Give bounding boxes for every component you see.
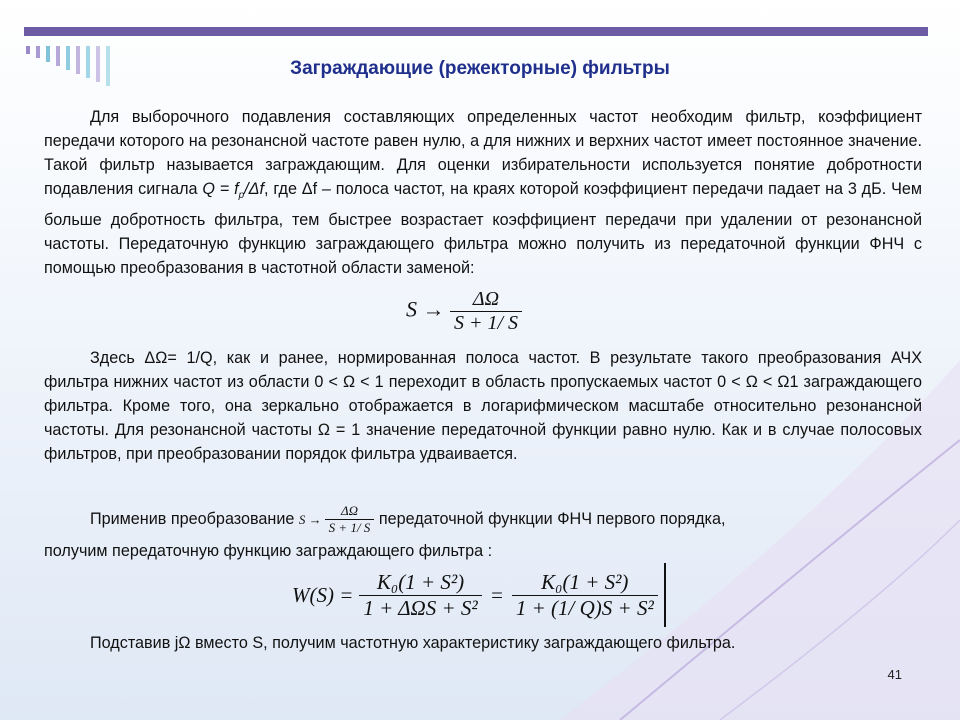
slide-title: Заграждающие (режекторные) фильтры (290, 58, 670, 79)
formula-transfer-function: W(S) = $\frac{\text{K₀(1 + S²)}}{\text{1 + ΔΩS + S²}}$ = $\frac{\text{K₀(1 + S²)}}{\text{1 + (1/ Q)S + S²}}$ (292, 563, 666, 627)
formula-substitution: S → $\frac{\Delta\Omega}{S + 1/ S}$ (406, 288, 522, 335)
paragraph-explanation: Здесь ΔΩ= 1/Q, как и ранее, нормированная полоса частот. В результате такого преобразования АЧХ фильтра нижних частот из области 0 < Ω < 1 переходит в область пропускаемых частот 0 < Ω < Ω1 заграждающего фильтра. Кроме того, она зеркально отображается в логарифмическом масштабе относительно резонансной частоты. Для резонансной частоты Ω = 1 значение передаточной функции равно нулю. Как и в случае полосовых фильтров, при преобразовании порядок фильтра удваивается. (44, 349, 922, 463)
top-bar (24, 27, 928, 36)
paragraph-apply-line2: получим передаточную функцию заграждающего фильтра : (44, 542, 493, 560)
page-number: 41 (887, 667, 902, 682)
paragraph-conclusion: Подставив jΩ вместо S, получим частотную характеристику заграждающего фильтра. (90, 634, 736, 652)
paragraph-intro: Для выборочного подавления составляющих определенных частот необходим фильтр, коэффициент передачи которого на резонансной частоте равен нулю, а для нижних и верхних частот имеет постоянное значение. Такой фильтр называется заграждающим. Для оценки избирательности используется понятие добротности подавления сигнала $Q = f_р/\Delta f$, где Δf – полоса частот, на краях которой коэффициент передачи падает на 3 дБ. Чем больше добротность фильтра, тем быстрее возрастает коэффициент передачи при удалении от резонансной частоты. Передаточную функцию заграждающего фильтра можно получить из передаточной функции ФНЧ с помощью преобразования в частотной области заменой: (44, 108, 922, 278)
paragraph-apply: Применив преобразование S → $\frac{\Delta\Omega}{S + 1/ S}$ передаточной функции ФНЧ первого порядка, (90, 503, 726, 535)
